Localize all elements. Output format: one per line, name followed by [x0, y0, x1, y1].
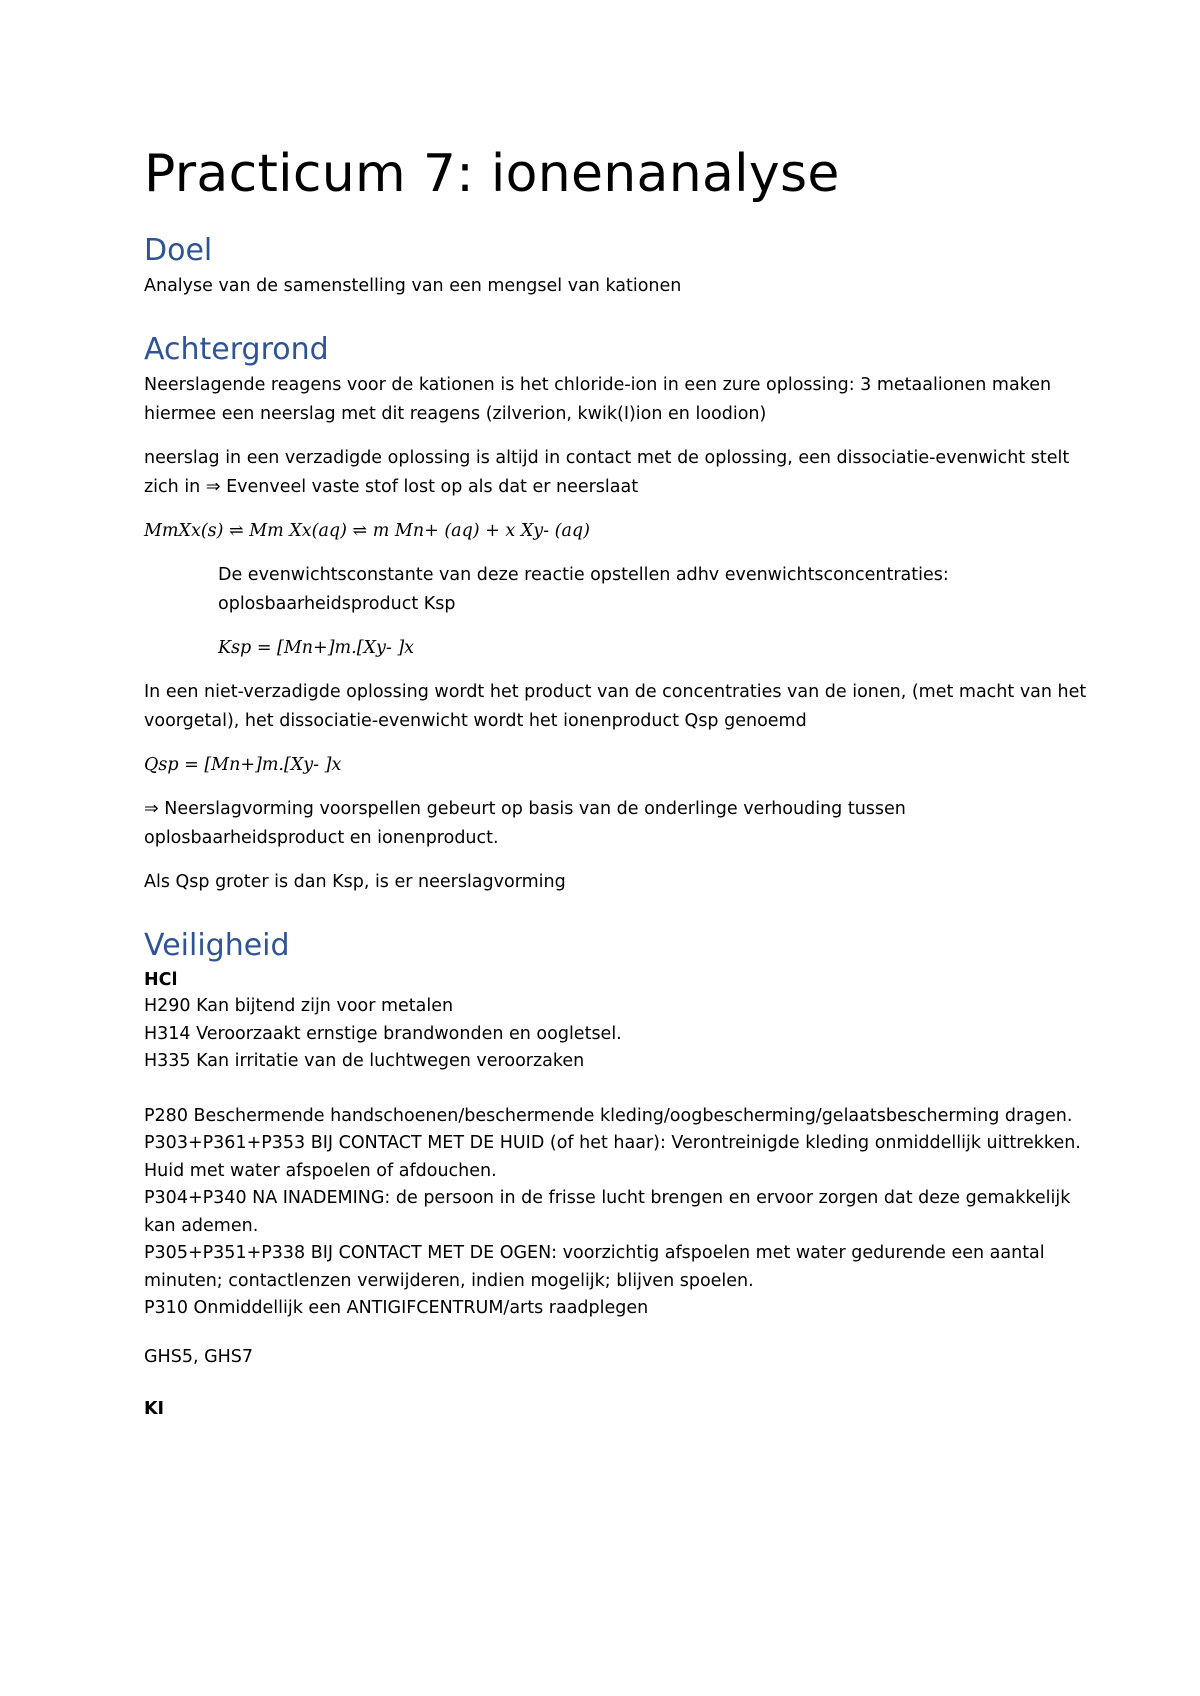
heading-veiligheid: Veiligheid [144, 928, 290, 963]
heading-achtergrond: Achtergrond [144, 332, 329, 367]
h-statement: H290 Kan bijtend zijn voor metalen [144, 996, 454, 1016]
achtergrond-paragraph-4: ⇒ Neerslagvorming voorspellen gebeurt op basis van de onderlinge verhouding tussen oplosbaarheidsproduct en ionenproduct. [144, 799, 906, 848]
equilibrium-equation: MmXx(s) ⇌ Mm Xx(aq) ⇌ m Mn+ (aq) + x Xy- (aq) [144, 521, 590, 541]
achtergrond-paragraph-3: In een niet-verzadigde oplossing wordt het product van de concentraties van de ionen, (met macht van het voorgetal), het dissociatie-evenwicht wordt het ionenproduct Qsp genoemd [144, 682, 1087, 731]
p-statement: P305+P351+P338 BIJ CONTACT MET DE OGEN: voorzichtig afspoelen met water gedurende een aantal minuten; contactlenzen verwijderen, indien mogelijk; blijven spoelen. [144, 1243, 1045, 1291]
section-achtergrond [144, 329, 1100, 897]
p-statement: P303+P361+P353 BIJ CONTACT MET DE HUID (of het haar): Verontreinigde kleding onmiddellijk uittrekken. Huid met water afspoelen of afdouchen. [144, 1133, 1081, 1181]
achtergrond-paragraph-2: neerslag in een verzadigde oplossing is altijd in contact met de oplossing, een dissociatie-evenwicht stelt zich in ⇒ Evenveel vaste stof lost op als dat er neerslaat [144, 448, 1070, 497]
ksp-explanation-block [144, 561, 1100, 663]
substance-ki: KI [144, 1398, 165, 1419]
ksp-definition: De evenwichtsconstante van deze reactie opstellen adhv evenwichtsconcentraties: oplosbaarheidsproduct Ksp [218, 565, 949, 614]
section-veiligheid [144, 925, 1100, 1422]
h-statement: H335 Kan irritatie van de luchtwegen veroorzaken [144, 1051, 585, 1071]
achtergrond-paragraph-1: Neerslagende reagens voor de kationen is het chloride-ion in een zure oplossing: 3 metaalionen maken hiermee een neerslag met dit reagens (zilverion, kwik(I)ion en loodion) [144, 375, 1052, 424]
ksp-formula: Ksp = [Mn+]m.[Xy- ]x [218, 638, 415, 658]
spacer [144, 1076, 1100, 1103]
p-statement: P310 Onmiddellijk een ANTIGIFCENTRUM/arts raadplegen [144, 1298, 649, 1318]
p-statement: P280 Beschermende handschoenen/beschermende kleding/oogbescherming/gelaatsbescherming dragen. [144, 1105, 1073, 1126]
document-title: Practicum 7: ionenanalyse [144, 144, 840, 204]
achtergrond-paragraph-5: Als Qsp groter is dan Ksp, is er neerslagvorming [144, 872, 566, 892]
section-doel [144, 230, 1100, 301]
h-statement: H314 Veroorzaakt ernstige brandwonden en oogletsel. [144, 1023, 622, 1044]
qsp-formula: Qsp = [Mn+]m.[Xy- ]x [144, 755, 342, 775]
p-statement: P304+P340 NA INADEMING: de persoon in de frisse lucht brengen en ervoor zorgen dat deze gemakkelijk kan ademen. [144, 1188, 1071, 1236]
doel-text: Analyse van de samenstelling van een mengsel van kationen [144, 276, 682, 296]
substance-hcl: HCl [144, 970, 178, 990]
ghs-pictograms-text: GHS5, GHS7 [144, 1346, 254, 1367]
heading-doel: Doel [144, 233, 213, 268]
